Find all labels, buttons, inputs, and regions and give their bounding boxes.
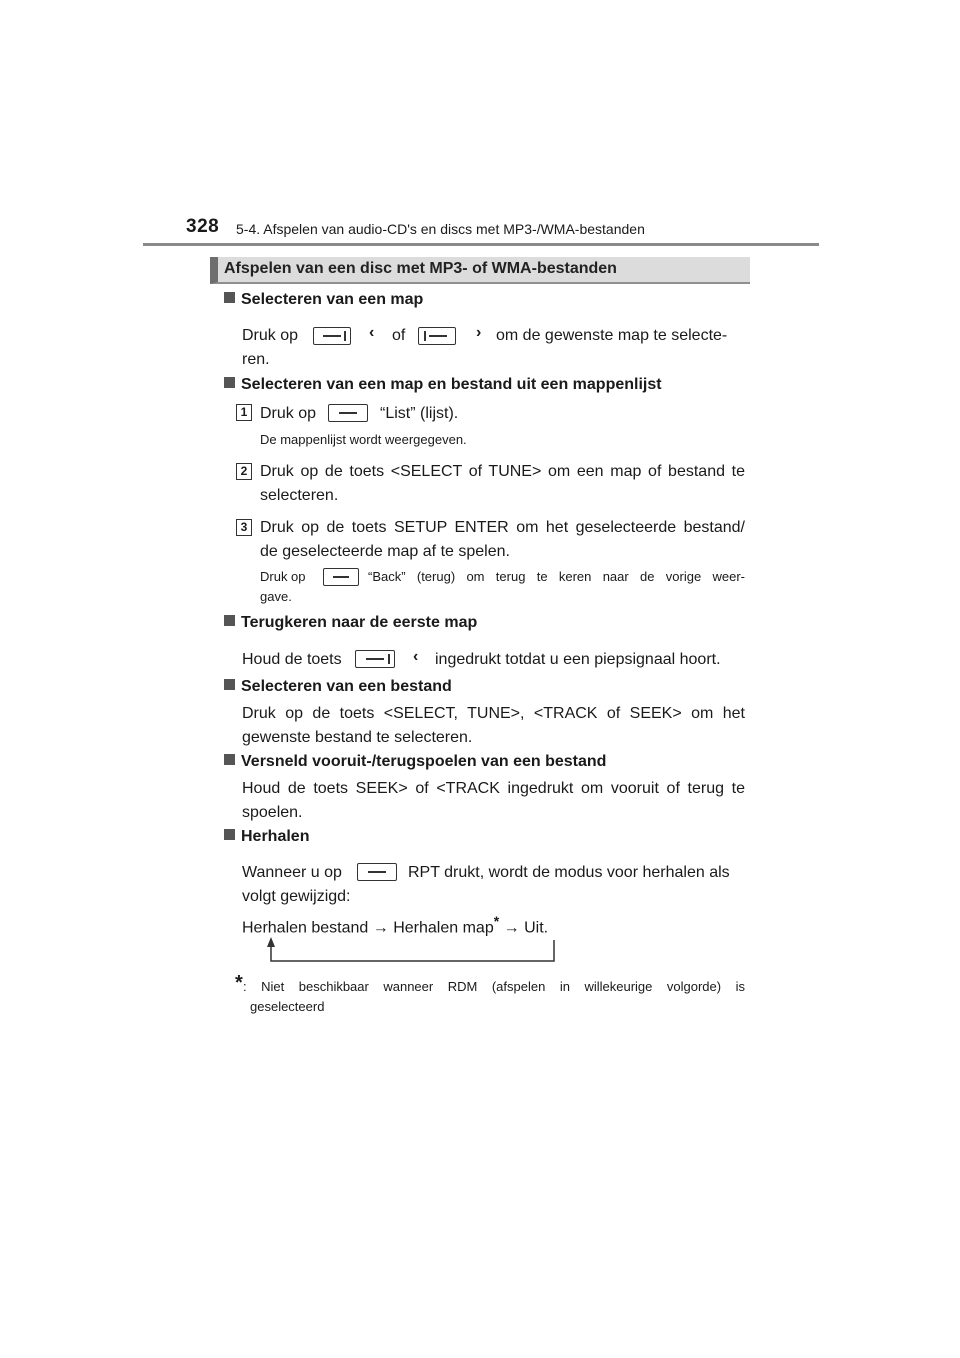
list-button[interactable] bbox=[328, 404, 368, 422]
page-number: 328 bbox=[186, 216, 220, 237]
step1-note: De mappenlijst wordt weergegeven. bbox=[260, 432, 467, 447]
back-note-a: Druk op bbox=[260, 569, 306, 584]
select-folder-text-a: Druk op bbox=[242, 327, 299, 344]
step3-line2: de geselecteerde map af te spelen. bbox=[260, 543, 510, 560]
fast-forward-line2: spoelen. bbox=[242, 804, 303, 821]
step3-line1: Druk op de toets SETUP ENTER om het geselecteerde bestand/ bbox=[260, 519, 745, 536]
arrow-right-icon: → bbox=[503, 919, 520, 937]
chevron-left-icon: ‹ bbox=[369, 324, 375, 341]
chevron-right-icon: › bbox=[476, 324, 482, 341]
step2-line1: Druk op de toets <SELECT of TUNE> om een map of bestand te bbox=[260, 463, 745, 480]
chevron-left-icon: ‹ bbox=[413, 648, 419, 665]
chapter-title: 5-4. Afspelen van audio-CD's en discs met MP3-/WMA-bestanden bbox=[236, 221, 645, 237]
heading-fast-forward: Versneld vooruit-/terugspoelen van een bestand bbox=[224, 753, 606, 771]
first-folder-text-a: Houd de toets bbox=[242, 651, 342, 668]
rpt-button[interactable] bbox=[357, 863, 397, 881]
step-number-3: 3 bbox=[236, 519, 252, 536]
heading-first-folder: Terugkeren naar de eerste map bbox=[224, 614, 477, 632]
bullet-square-icon bbox=[224, 377, 235, 388]
step2-line2: selecteren. bbox=[260, 487, 339, 504]
bullet-square-icon bbox=[224, 615, 235, 626]
heading-select-file: Selecteren van een bestand bbox=[224, 678, 452, 696]
arrow-right-icon: → bbox=[372, 919, 389, 937]
back-note-c: gave. bbox=[260, 589, 292, 604]
section-title: Afspelen van een disc met MP3- of WMA-bestanden bbox=[224, 260, 617, 277]
repeat-line2: volgt gewijzigd: bbox=[242, 888, 351, 905]
select-file-line2: gewenste bestand te selecteren. bbox=[242, 729, 473, 746]
repeat-sequence: Herhalen bestand → Herhalen map* → Uit. bbox=[242, 913, 549, 937]
bullet-square-icon bbox=[224, 292, 235, 303]
back-note-b: “Back” (terug) om terug te keren naar de vorige weer- bbox=[368, 569, 745, 584]
select-folder-text-b: of bbox=[392, 327, 406, 344]
footnote-line2: geselecteerd bbox=[250, 999, 325, 1014]
header-divider bbox=[143, 243, 819, 246]
select-folder-text-d: ren. bbox=[242, 351, 270, 368]
bullet-square-icon bbox=[224, 679, 235, 690]
bullet-square-icon bbox=[224, 754, 235, 765]
heading-select-from-list: Selecteren van een map en bestand uit een mappenlijst bbox=[224, 376, 662, 394]
select-folder-text-c: om de gewenste map te selecte- bbox=[496, 327, 728, 344]
step-number-1: 1 bbox=[236, 404, 252, 421]
footnote-line1: : Niet beschikbaar wanneer RDM (afspelen in willekeurige volgorde) is bbox=[243, 979, 745, 994]
folder-down-button[interactable] bbox=[313, 327, 351, 345]
first-folder-text-b: ingedrukt totdat u een piepsignaal hoort. bbox=[435, 651, 721, 668]
footnote-marker: * bbox=[235, 972, 243, 994]
step1-text-a: Druk op bbox=[260, 405, 317, 422]
heading-select-folder: Selecteren van een map bbox=[224, 291, 423, 309]
step-number-2: 2 bbox=[236, 463, 252, 480]
bullet-square-icon bbox=[224, 829, 235, 840]
back-button[interactable] bbox=[323, 568, 359, 586]
select-file-line1: Druk op de toets <SELECT, TUNE>, <TRACK of SEEK> om het bbox=[242, 705, 745, 722]
repeat-text-a: Wanneer u op bbox=[242, 864, 342, 881]
repeat-text-b: RPT drukt, wordt de modus voor herhalen als bbox=[408, 864, 730, 881]
repeat-cycle-arrow-icon bbox=[262, 935, 562, 965]
heading-repeat: Herhalen bbox=[224, 828, 309, 846]
folder-first-button[interactable] bbox=[355, 650, 395, 668]
folder-up-button[interactable] bbox=[418, 327, 456, 345]
fast-forward-line1: Houd de toets SEEK> of <TRACK ingedrukt om vooruit of terug te bbox=[242, 780, 745, 797]
step1-text-b: “List” (lijst). bbox=[380, 405, 459, 422]
